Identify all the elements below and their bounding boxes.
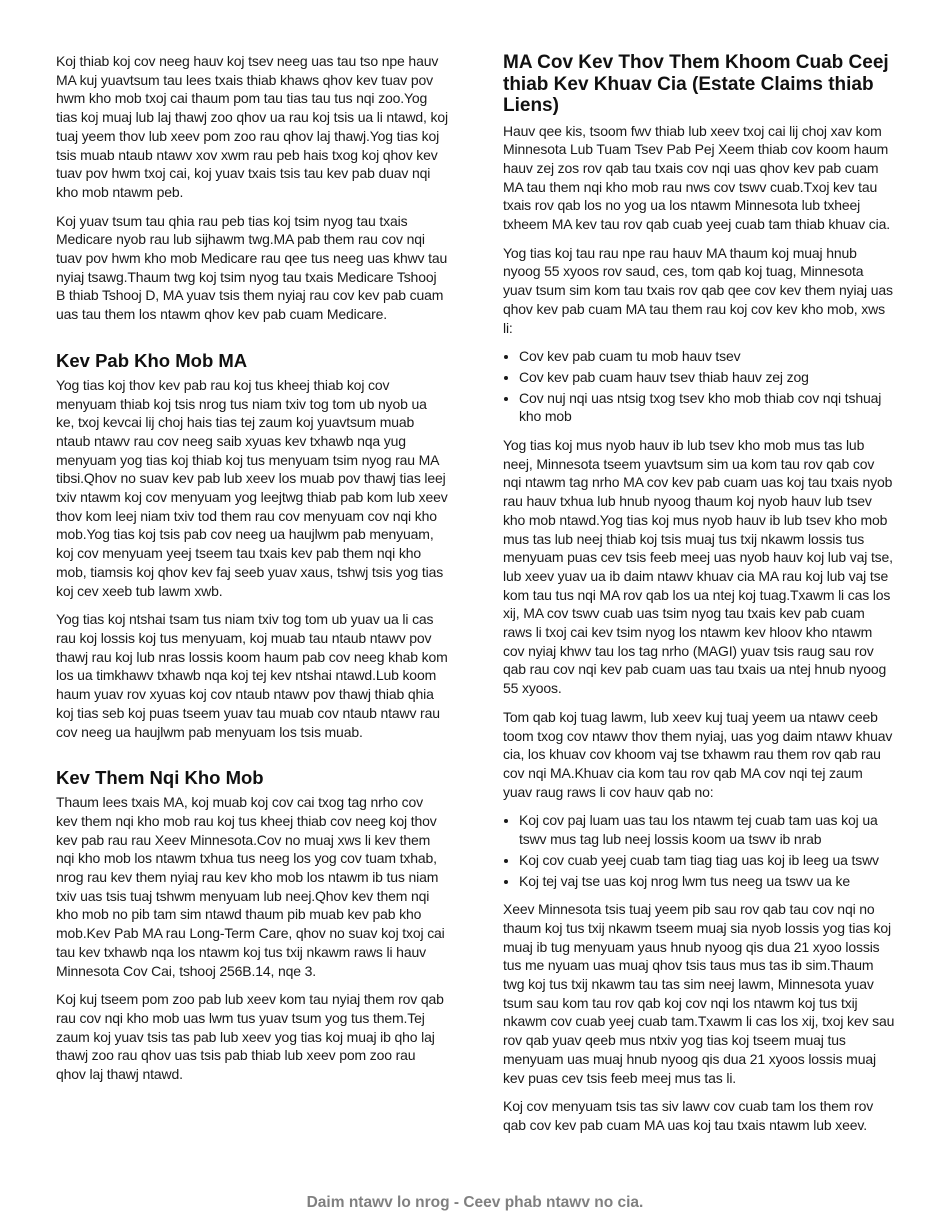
liens-list	[503, 811, 895, 890]
ma-paragraph-2: Yog tias koj ntshai tsam tus niam txiv tog tom ub yuav ua li cas rau koj lossis koj tus menyuam, koj muab tau ntaub ntawv pov thawj rau koj lub nras lossis koom haum pab cov neeg khab kom los ua timkhawv txhawb nqa koj tej kev ntshai ntawd.Lub koom haum yuav rov xyuas koj cov ntaub ntawv pov thawj thiab qhia koj tias seb koj puas tseem yuav tau muab cov ntaub ntawv rau cov neeg ua haujlwm pab menyuam los tsis muab.	[56, 611, 448, 740]
costs-section-heading: Kev Them Nqi Kho Mob	[56, 767, 264, 789]
estate-paragraph-5: Xeev Minnesota tsis tuaj yeem pib sau rov qab tau cov nqi no thaum koj tus txij nkawm tseem muaj sia nyob lossis yog tias koj muaj ib tug menyuam yaus hnub nyoog qis dua 21 xyoo lossis tus me nyuam uas muaj qhov tsis taus mus tas ib sim.Thaum twg koj tus txij nkawm tau tas sim neej lawm, Minnesota yuav tsum sau kom tau rov qab koj cov nqi los ntawm koj tus txij nkawm cov cuab yeej cuab tam.Txawm li cas los xij, txoj kev sau rov qab yuav qeeb mus ntxiv yog tias koj tseem muaj tus menyuam uas muaj hnub nyoog qis dua 21 xyoos lossis muaj kev puas cev tsis feeb meej mus tas li.	[503, 901, 895, 1086]
ma-paragraph-1: Yog tias koj thov kev pab rau koj tus kheej thiab koj cov menyuam thiab koj tsis nrog tus niam txiv tog tom ub nyob ua ke, txoj kevcai lij choj hais tias tej zaum koj yuavtsum muab ntaub ntawv rau cov neeg saib xyuas kev txhawb nqa yug menyuam yog tias koj thiab koj tus menyuam tsim nyog rau MA tibsi.Qhov no suav kev pab lub xeev los muab pov thawj tias leej txiv ntawm koj cov menyuam yog leejtwg thiab pab kom lub xeev thov kom leej niam txiv tod them rau cov menyuam cov nqi kho mob.Yog tias koj tsis pab cov neeg ua haujlwm pab menyuam, koj cov menyuam yeej tseem tau txais kev pab them nqi kho mob, tiamsis koj qhov kev faj seeb yuav xaus, tshwj tsis yog tias koj cev xeeb tub lawm xwb.	[56, 376, 448, 599]
costs-paragraph-2: Koj kuj tseem pom zoo pab lub xeev kom tau nyiaj them rov qab rau cov nqi kho mob uas lwm tus yuav tsum yog tus them.Tej zaum koj yuav tsis tas pab lub xeev yog tias koj muaj ib qho laj thawj zoo rau qhov uas tsis pab thiab lub xeev pom zoo rau qhov laj thawj ntawd.	[56, 991, 444, 1083]
list-item: • Koj tej vaj tse uas koj nrog lwm tus neeg ua tswv ua ke	[519, 872, 895, 891]
costs-paragraph-1: Thaum lees txais MA, koj muab koj cov cai txog tag nrho cov kev them nqi kho mob rau koj tus kheej thiab cov neeg koj thov kev pab rau rau Xeev Minnesota.Cov no muaj xws li kev them nqi kho mob los ntawm txhua tus neeg los yog cov tuam txhab, nrog rau kev them nyiaj rau kev kho mob los ntawm ib tus niam txiv uas tsis tuaj tshwm menyuam lub neej.Qhov kev them nqi kho mob no pib tam sim ntawd thaum pib muab kev pab kho mob.Kev Pab MA rau Long-Term Care, qhov no suav koj txoj cai tau kev txhawb nqa los ntawm koj tus txij nkawm raws li hauv Minnesota Cov Cai, tshooj 256B.14, nqe 3.	[56, 794, 445, 979]
estate-paragraph-4: Tom qab koj tuag lawm, lub xeev kuj tuaj yeem ua ntawv ceeb toom txog cov ntawv thov them nyiaj, uas yog daim ntawv khuav cia, los khuav cov khoom vaj tse txhawm rau them rov qab rau cov nqi MA.Khuav cia kom tau rov qab MA cov nqi tej zaum yuav raug raws li cov hauv qab no:	[503, 708, 893, 800]
left-column	[56, 52, 448, 1094]
estate-paragraph-3: Yog tias koj mus nyob hauv ib lub tsev kho mob mus tas lub neej, Minnesota tseem yuavtsum sim ua kom tau rov qab cov nqi ntawm tag nrho MA cov kev pab cuam uas koj tau txais nyob rau hauv txhua lub hnub nyoog thaum koj nyob hauv lub tsev kho mob ntawd.Yog tias koj mus nyob hauv ib lub tsev kho mob mus tas lub neej thiab koj tsis muaj tus txij nkawm lossis tus menyuam puas cev tsis feeb meej uas nyob hauv koj lub vaj tse, lub xeev yuav ua ib daim ntawv khuav cia MA rau koj lub vaj tse kom tau tus nqi MA rov qab los ua ntej koj tuag.Txawm li cas los xij, MA cov tswv cuab uas tsim nyog tau txais kev pab cuam raws li txoj cai kev tsim nyog los ntawm kev hloov kho ntawm cov nyiaj khwv tau los tag nrho (MAGI) yuav tsis raug sau rov qab rau cov nqi kev pab cuam uas tau txais ua ntej hnub nyoog 55 xyoos.	[503, 437, 893, 697]
estate-paragraph-2: Yog tias koj tau rau npe rau hauv MA thaum koj muaj hnub nyoog 55 xyoos rov saud, ces, tom qab koj tuag, Minnesota yuav tsum sim kom tau txais rov qab qee cov kev them nyiaj uas qhov kev pab cuam MA tau them rau koj cov kev kho mob, xws li:	[503, 244, 893, 336]
list-item: • Koj cov paj luam uas tau los ntawm tej cuab tam uas koj ua tswv mus tag lub neej lossis koom ua tswv ib nrab	[519, 811, 895, 848]
estate-paragraph-6: Koj cov menyuam tsis tas siv lawv cov cuab tam los them rov qab cov kev pab cuam MA uas koj tau txais ntawm lub xeev.	[503, 1098, 874, 1133]
page-footer: Daim ntawv lo nrog - Ceev phab ntawv no cia.	[306, 1194, 644, 1211]
intro-paragraph-1: Koj thiab koj cov neeg hauv koj tsev neeg uas tau tso npe hauv MA kuj yuavtsum tau lees txais thiab khaws qhov kev tuav pov hwm kho mob txoj cai thaum pom tau tias tau tus nqi zoo.Yog tias koj muaj lub laj thawj zoo qhov ua rau koj tsis ua li ntawd, koj tuaj yeem thov lub xeev pom zoo rau qhov laj thawj.Yog tias koj tsis muab ntaub ntawv xov xwm rau peb hais txog koj qhov kev tuav pov hwm txoj cai, koj yuav txais tsis tau kev pab duav nqi kho mob ntawm peb.	[56, 53, 448, 200]
intro-paragraph-2: Koj yuav tsum tau qhia rau peb tias koj tsim nyog tau txais Medicare nyob rau lub sijhawm twg.MA pab them rau cov nqi tuav pov hwm kho mob Medicare rau qee tus neeg uas khwv tau nyiaj tsawg.Thaum twg koj tsim nyog tau txais Medicare Tshooj B thiab Tshooj D, MA yuav tsis them nyiaj rau cov kev pab cuam uas tau them los ntawm qhov kev pab cuam Medicare.	[56, 212, 448, 323]
right-column	[503, 52, 895, 1145]
list-item: • Cov nuj nqi uas ntsig txog tsev kho mob thiab cov nqi tshuaj kho mob	[519, 389, 895, 426]
services-list	[503, 347, 895, 426]
ma-section-heading: Kev Pab Kho Mob MA	[56, 349, 248, 371]
list-item: • Koj cov cuab yeej cuab tam tiag tiag uas koj ib leeg ua tswv	[519, 851, 895, 870]
estate-paragraph-1: Hauv qee kis, tsoom fwv thiab lub xeev txoj cai lij choj xav kom Minnesota Lub Tuam Tsev Pab Pej Xeem thiab cov koom haum hauv zej zos rov qab tau txais cov nqi uas qhov kev pab cuam MA tau them nqi kho mob rau nws cov tswv cuab.Txoj kev tau txais rov qab los no yog ua los ntawm Minnesota lub txheej txheem MA kev tau rov qab cuab yeej cuab tam thiab khuav cia.	[503, 122, 890, 233]
list-item: • Cov kev pab cuam hauv tsev thiab hauv zej zog	[519, 368, 895, 387]
list-item: • Cov kev pab cuam tu mob hauv tsev	[519, 347, 895, 366]
estate-section-heading: MA Cov Kev Thov Them Khoom Cuab Ceej thiab Kev Khuav Cia (Estate Claims thiab Liens)	[503, 52, 889, 116]
